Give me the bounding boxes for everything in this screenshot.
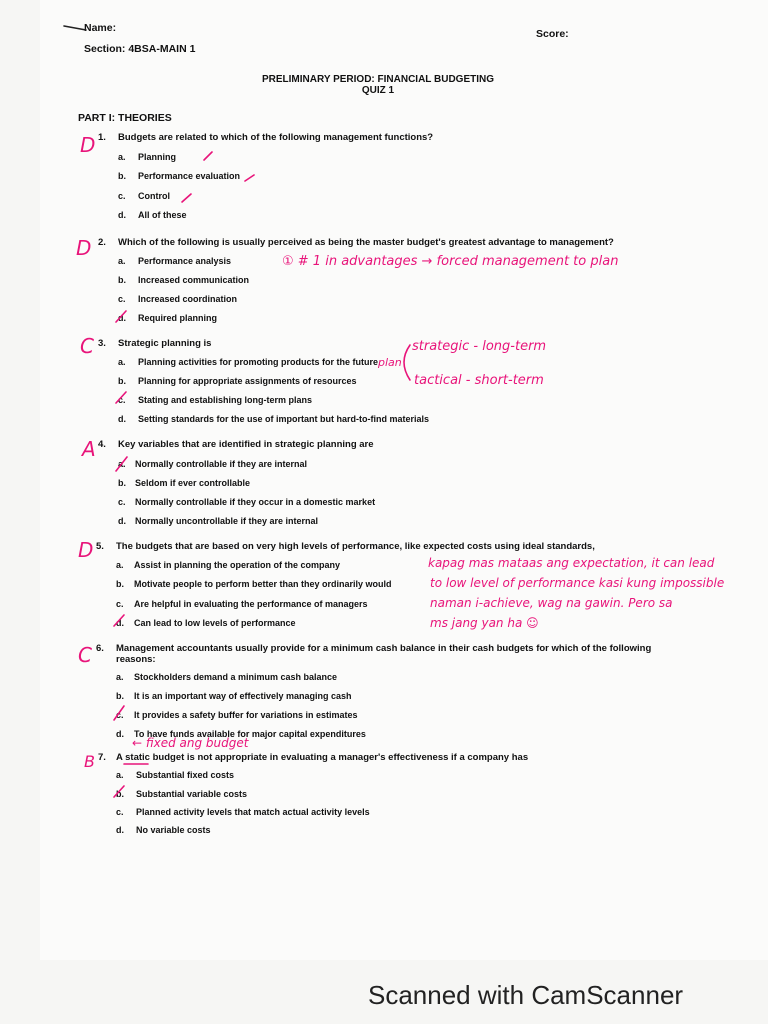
option-text: It provides a safety buffer for variations in estimates xyxy=(134,710,358,720)
question-text: Management accountants usually provide for a minimum cash balance in their cash budgets for which of the following xyxy=(116,643,652,654)
option-letter: d. xyxy=(118,414,126,424)
handwritten-note: kapag mas mataas ang expectation, it can lead xyxy=(428,556,715,570)
option-letter: b. xyxy=(116,579,124,589)
option-letter: b. xyxy=(116,691,124,701)
handwritten-note: ms jang yan ha ☺ xyxy=(430,616,539,630)
answer-mark: B xyxy=(84,752,95,771)
slash-mark xyxy=(116,311,126,322)
question-number: 3. xyxy=(98,338,106,349)
slash-mark xyxy=(116,392,126,403)
name-label: Name: xyxy=(84,22,117,34)
option-letter: a. xyxy=(116,770,124,780)
score-label: Score: xyxy=(536,28,569,40)
question-number: 4. xyxy=(98,439,106,450)
question-number: 7. xyxy=(98,752,106,763)
question-text: Key variables that are identified in strategic planning are xyxy=(118,439,374,450)
option-letter: c. xyxy=(116,710,124,720)
option-text: Stockholders demand a minimum cash balance xyxy=(134,672,338,682)
answer-mark: A xyxy=(82,437,96,461)
option-letter: a. xyxy=(118,256,126,266)
option-text: Can lead to low levels of performance xyxy=(134,618,296,628)
option-text: Planned activity levels that match actual activity levels xyxy=(136,807,370,817)
check-mark xyxy=(204,152,212,160)
quiz-subtitle: QUIZ 1 xyxy=(361,85,395,96)
option-text: All of these xyxy=(138,210,187,220)
question-number: 6. xyxy=(96,643,104,654)
question-text: Budgets are related to which of the following management functions? xyxy=(118,132,434,143)
question-text: Strategic planning is xyxy=(118,338,212,349)
scanner-watermark: Scanned with CamScanner xyxy=(368,980,684,1010)
handwritten-note: ← fixed ang budget xyxy=(132,736,249,750)
handwritten-note: plan xyxy=(378,356,402,369)
option-letter: d. xyxy=(116,825,124,835)
option-letter: a. xyxy=(118,459,126,469)
section-label: Section: 4BSA-MAIN 1 xyxy=(84,43,196,55)
option-letter: d. xyxy=(118,516,126,526)
slash-mark xyxy=(114,615,124,626)
answer-mark: D xyxy=(78,538,94,562)
option-letter: c. xyxy=(116,807,124,817)
answer-mark: D xyxy=(76,236,92,260)
option-text: It is an important way of effectively managing cash xyxy=(134,691,352,701)
option-letter: b. xyxy=(116,789,124,799)
option-letter: b. xyxy=(118,171,126,181)
option-text: Setting standards for the use of important but hard-to-find materials xyxy=(138,414,430,424)
question-number: 5. xyxy=(96,541,104,552)
question-text: A static budget is not appropriate in evaluating a manager's effectiveness if a company has xyxy=(116,752,529,763)
option-letter: d. xyxy=(116,729,124,739)
option-text: Performance evaluation xyxy=(138,171,241,181)
question-text: The budgets that are based on very high levels of performance, like expected costs using ideal standards, xyxy=(116,541,595,552)
option-letter: c. xyxy=(118,191,126,201)
slash-mark xyxy=(114,706,124,720)
option-letter: a. xyxy=(116,672,124,682)
option-text: Seldom if ever controllable xyxy=(135,478,251,488)
option-letter: a. xyxy=(118,357,126,367)
option-letter: b. xyxy=(118,478,126,488)
option-letter: a. xyxy=(118,152,126,162)
option-text: Increased communication xyxy=(138,275,250,285)
option-text: Planning activities for promoting products for the future xyxy=(138,357,379,367)
option-letter: d. xyxy=(118,313,126,323)
slash-mark xyxy=(114,786,124,797)
handwritten-note: to low level of performance kasi kung impossible xyxy=(430,576,725,590)
check-mark xyxy=(245,175,254,181)
answer-mark: C xyxy=(80,334,94,358)
slash-mark xyxy=(116,457,127,471)
option-text: Planning for appropriate assignments of resources xyxy=(138,376,357,386)
option-text: Motivate people to perform better than they ordinarily would xyxy=(134,579,392,589)
option-text: Stating and establishing long-term plans xyxy=(138,395,313,405)
option-letter: d. xyxy=(116,618,124,628)
option-text: Substantial variable costs xyxy=(136,789,248,799)
option-letter: b. xyxy=(118,275,126,285)
option-text: Normally uncontrollable if they are internal xyxy=(135,516,319,526)
option-text: Substantial fixed costs xyxy=(136,770,235,780)
option-text: Assist in planning the operation of the company xyxy=(134,560,341,570)
option-letter: d. xyxy=(118,210,126,220)
option-text: Normally controllable if they occur in a domestic market xyxy=(135,497,376,507)
option-text: No variable costs xyxy=(136,825,211,835)
handwritten-note: strategic - long-term xyxy=(412,339,547,354)
option-text: Required planning xyxy=(138,313,218,323)
option-text: Normally controllable if they are internal xyxy=(135,459,308,469)
check-mark xyxy=(182,194,191,202)
handwritten-note: naman i-achieve, wag na gawin. Pero sa xyxy=(430,596,673,610)
question-text: Which of the following is usually perceived as being the master budget's greatest advantage to management? xyxy=(118,237,614,248)
option-letter: c. xyxy=(118,497,126,507)
option-text: Are helpful in evaluating the performance of managers xyxy=(134,599,368,609)
handwritten-note: ① # 1 in advantages → forced management to plan xyxy=(282,254,619,269)
part-heading: PART I: THEORIES xyxy=(78,112,172,124)
option-letter: c. xyxy=(118,395,126,405)
answer-mark: C xyxy=(78,643,92,667)
bracket-mark xyxy=(404,345,410,380)
question-text-continued: reasons: xyxy=(116,654,156,665)
quiz-title: PRELIMINARY PERIOD: FINANCIAL BUDGETING xyxy=(261,74,495,85)
option-letter: b. xyxy=(118,376,126,386)
question-number: 1. xyxy=(98,132,106,143)
option-text: Planning xyxy=(138,152,176,162)
answer-mark: D xyxy=(80,133,96,157)
pen-stroke xyxy=(64,26,86,30)
option-text: To have funds available for major capital expenditures xyxy=(134,729,366,739)
handwritten-note: tactical - short-term xyxy=(414,373,544,388)
option-letter: a. xyxy=(116,560,124,570)
option-letter: c. xyxy=(116,599,124,609)
option-text: Control xyxy=(138,191,170,201)
question-number: 2. xyxy=(98,237,106,248)
option-text: Increased coordination xyxy=(138,294,238,304)
option-letter: c. xyxy=(118,294,126,304)
option-text: Performance analysis xyxy=(138,256,232,266)
